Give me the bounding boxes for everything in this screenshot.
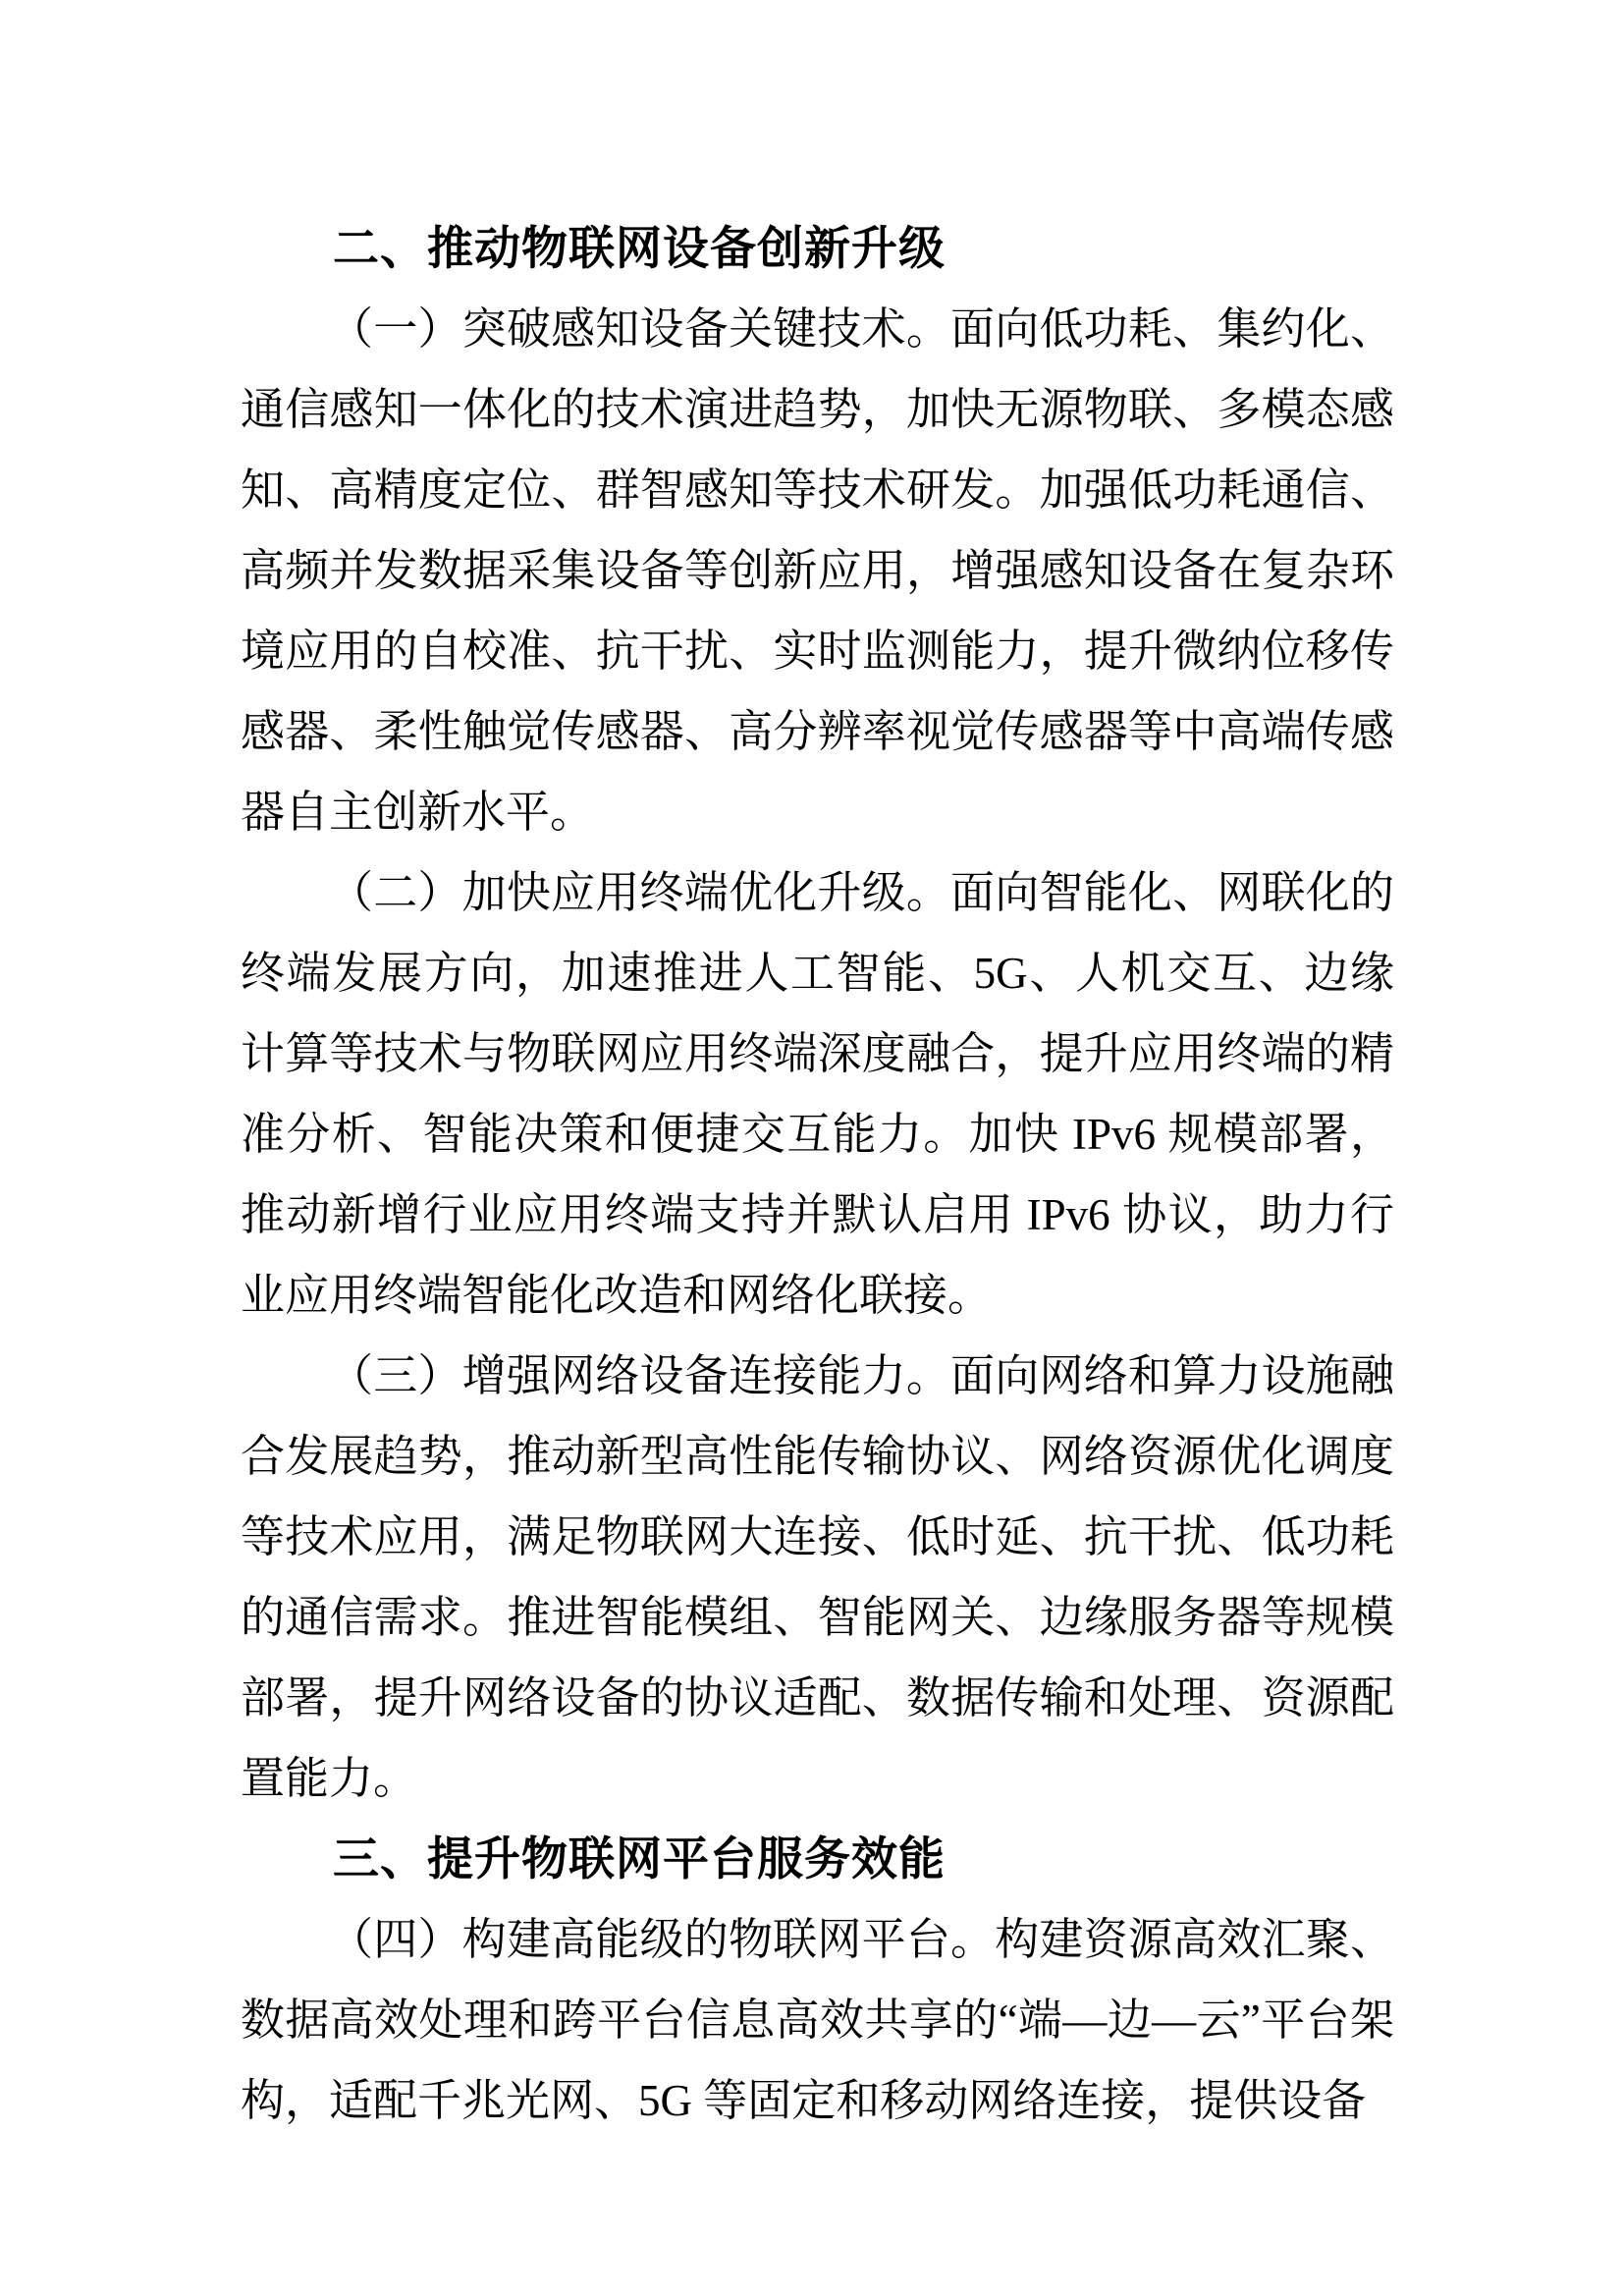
paragraph-4: （四）构建高能级的物联网平台。构建资源高效汇聚、数据高效处理和跨平台信息高效共享的“端—边—云”平台架构，适配千兆光网、5G 等固定和移动网络连接，提供设备 [241, 1915, 1394, 2125]
paragraph-2: （二）加快应用终端优化升级。面向智能化、网联化的终端发展方向，加速推进人工智能、5G、人机交互、边缘计算等技术与物联网应用终端深度融合，提升应用终端的精准分析、智能决策和便捷交互能力。加快 IPv6 规模部署，推动新增行业应用终端支持并默认启用 IPv6 协议，助力行业应用终端智能化改造和网络化联接。 [241, 868, 1394, 1320]
section-heading-3: 三、提升物联网平台服务效能 [333, 1832, 946, 1885]
paragraph-1: （一）突破感知设备关键技术。面向低功耗、集约化、通信感知一体化的技术演进趋势，加快无源物联、多模态感知、高精度定位、群智感知等技术研发。加强低功耗通信、高频并发数据采集设备等创新应用，增强感知设备在复杂环境应用的自校准、抗干扰、实时监测能力，提升微纳位移传感器、柔性触觉传感器、高分辨率视觉传感器等中高端传感器自主创新水平。 [241, 304, 1394, 837]
paragraph-3: （三）增强网络设备连接能力。面向网络和算力设施融合发展趋势，推动新型高性能传输协议、网络资源优化调度等技术应用，满足物联网大连接、低时延、抗干扰、低功耗的通信需求。推进智能模组、智能网关、边缘服务器等规模部署，提升网络设备的协议适配、数据传输和处理、资源配置能力。 [241, 1351, 1394, 1803]
section-heading-2: 二、推动物联网设备创新升级 [333, 222, 946, 274]
